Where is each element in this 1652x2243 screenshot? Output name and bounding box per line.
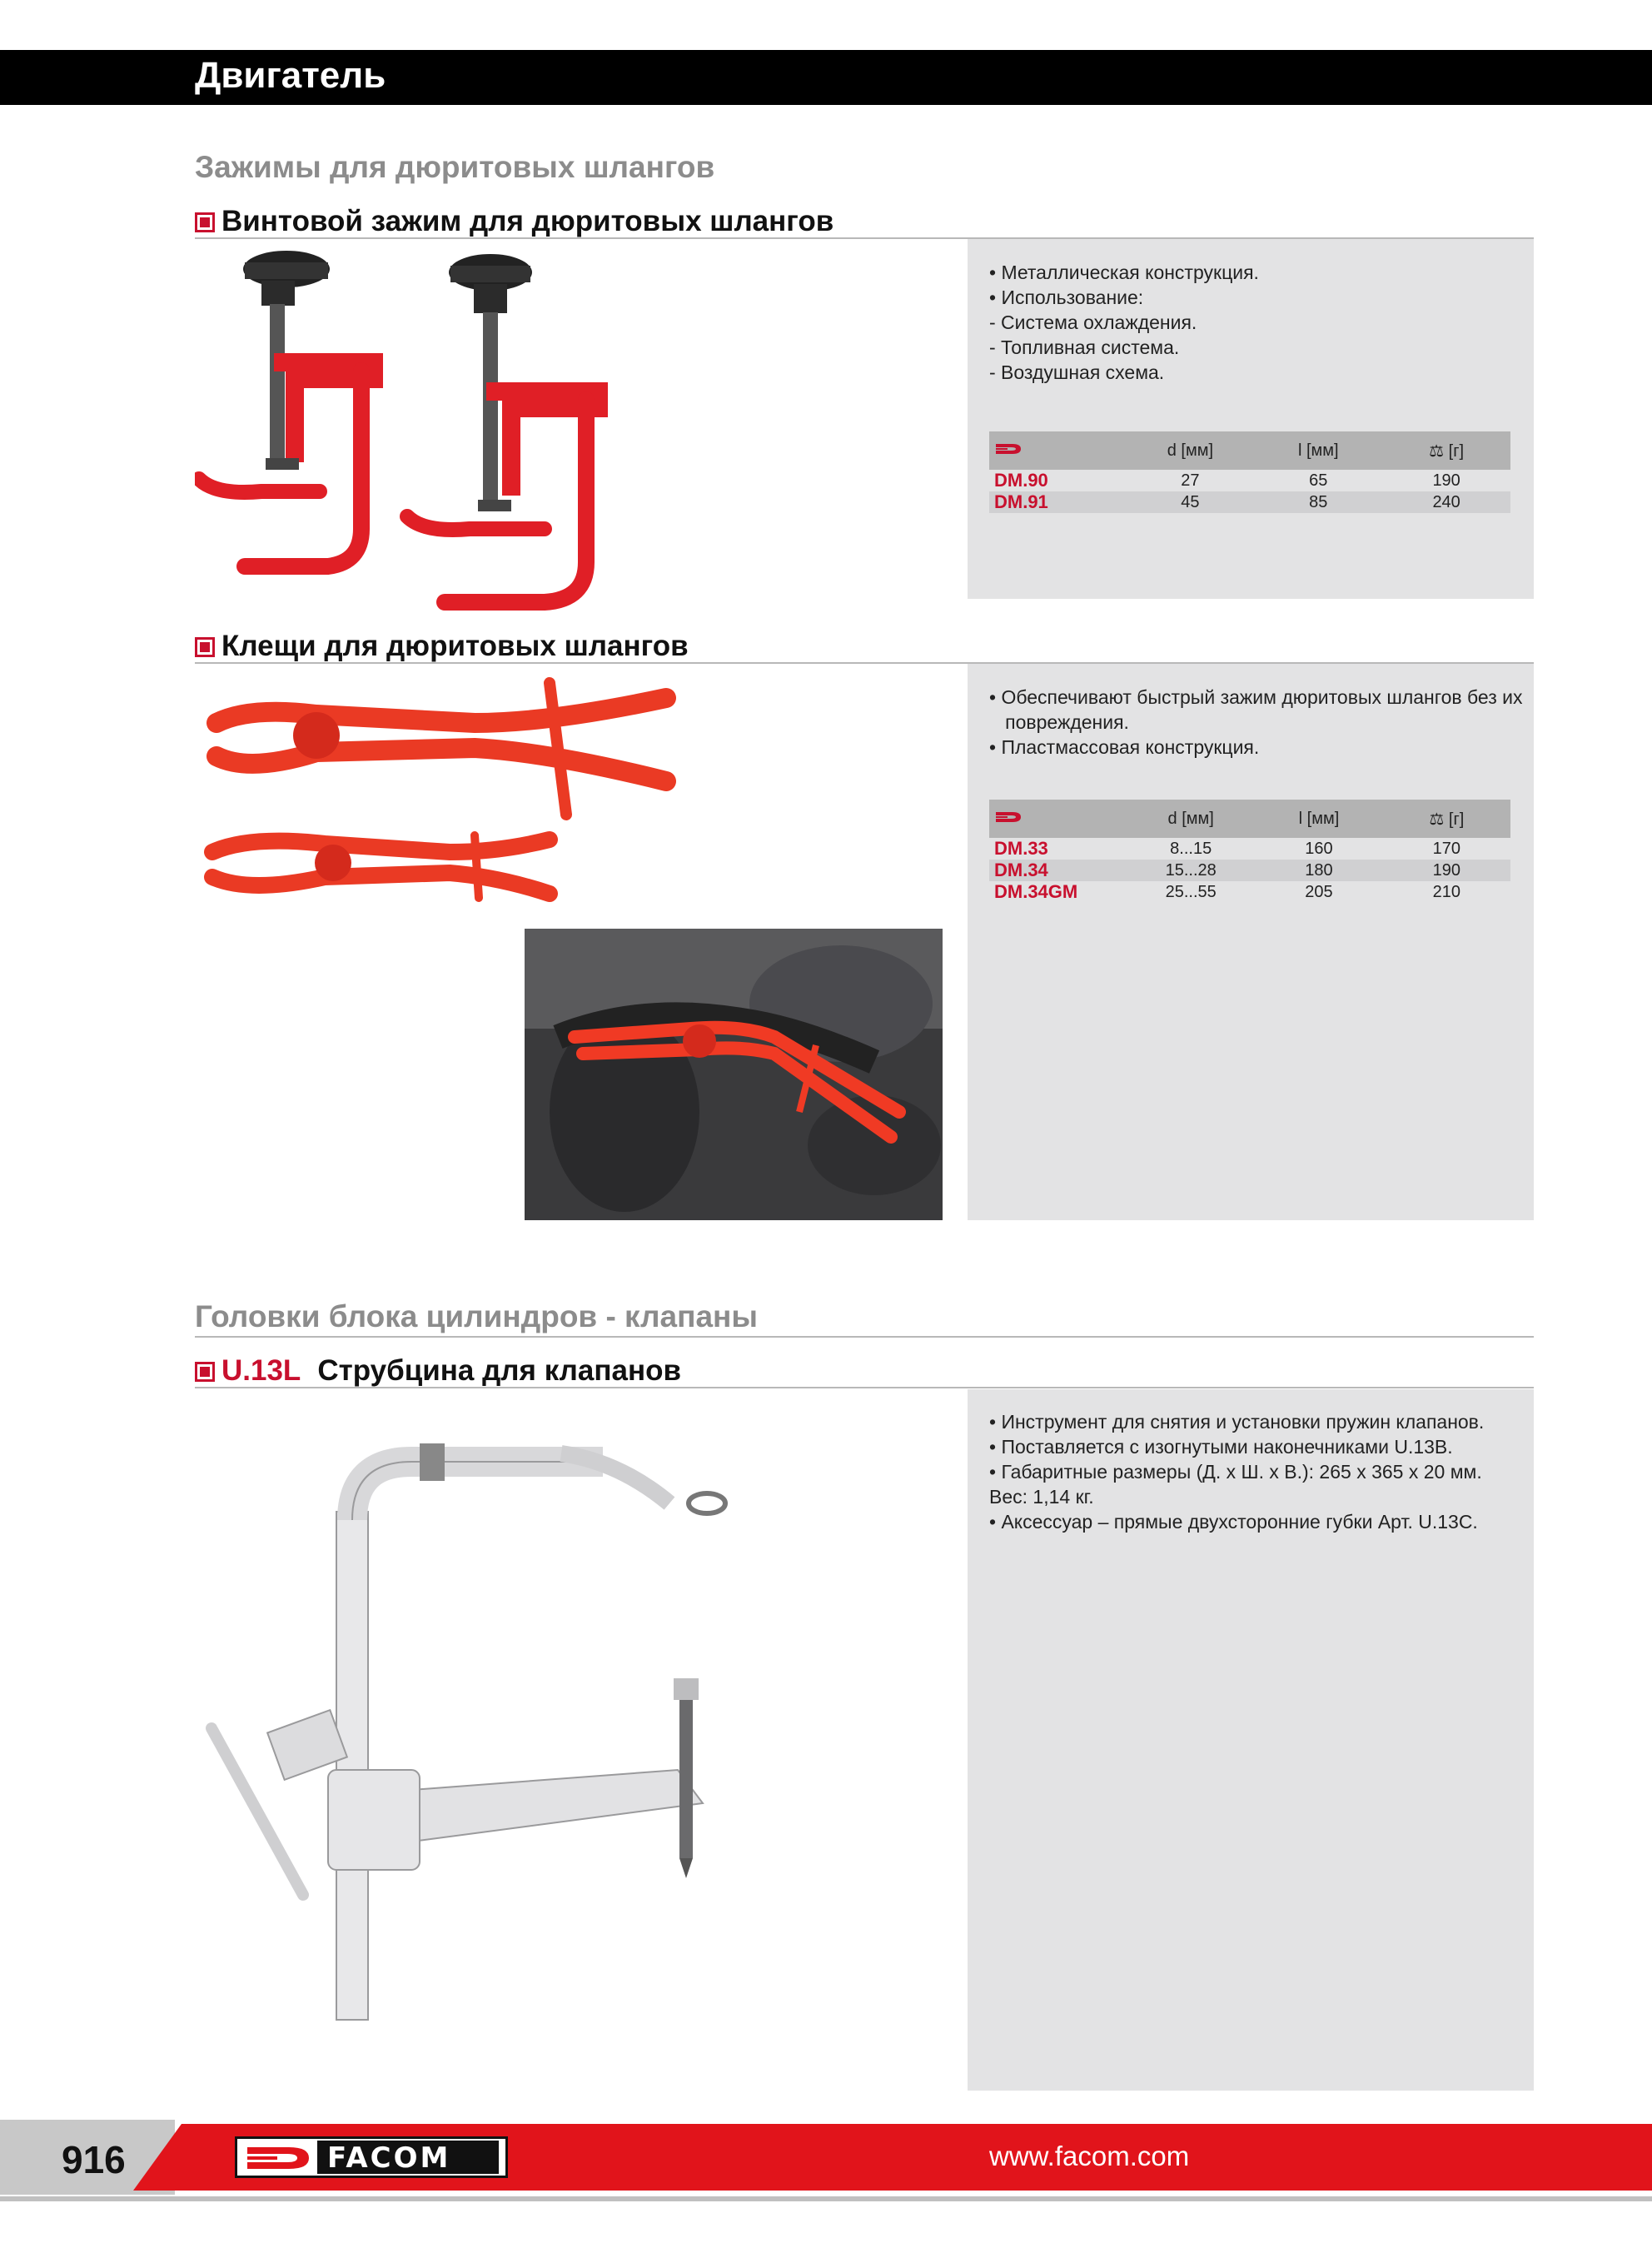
- feature-list: [989, 260, 1259, 385]
- cell-d: 15...28: [1127, 860, 1255, 881]
- column-header-weight: ⚖ [г]: [1382, 431, 1510, 470]
- page-number: 916: [62, 2138, 126, 2181]
- column-header-l: l [мм]: [1255, 800, 1382, 838]
- feature-item: - Топливная система.: [989, 336, 1180, 358]
- screw-hose-clamp-image: [195, 246, 644, 621]
- feature-list: [989, 1409, 1484, 1534]
- section-title-cylinder-heads: Головки блока цилиндров - клапаны: [195, 1299, 758, 1333]
- chapter-header-bar: [0, 50, 1652, 105]
- hose-pliers-image: [200, 673, 683, 923]
- cell-l: 205: [1305, 882, 1333, 901]
- cell-d: 45: [1126, 491, 1254, 513]
- feature-item: - Система охлаждения.: [989, 312, 1197, 333]
- table-row: [989, 491, 1510, 513]
- chapter-title: Двигатель: [195, 55, 386, 96]
- product-title: Клещи для дюритовых шлангов: [221, 630, 689, 662]
- feature-item: • Пластмассовая конструкция.: [989, 736, 1260, 758]
- spec-table: [989, 431, 1510, 513]
- product-heading-hose-pliers: [195, 630, 689, 663]
- cell-l: 65: [1309, 471, 1328, 490]
- facom-logo-icon: [246, 2146, 312, 2171]
- column-header-d: d [мм]: [1127, 800, 1255, 838]
- feature-item: • Поставляется с изогнутыми наконечниками U.13B.: [989, 1436, 1453, 1458]
- footer-line: [0, 2196, 1652, 2201]
- feature-item: • Инструмент для снятия и установки пружин клапанов.: [989, 1411, 1485, 1433]
- valve-spring-compressor-image: [195, 1412, 761, 2061]
- product-code: DM.33: [994, 838, 1048, 859]
- divider: [195, 1387, 1534, 1388]
- product-code: DM.90: [994, 470, 1048, 491]
- feature-item: • Использование:: [989, 287, 1144, 308]
- table-row: [989, 860, 1510, 881]
- cell-d: 25...55: [1165, 882, 1217, 901]
- cell-weight: 170: [1432, 839, 1461, 858]
- red-square-bullet-icon: [195, 1362, 215, 1382]
- column-header-d: d [мм]: [1126, 431, 1254, 470]
- product-code: U.13L: [221, 1354, 301, 1387]
- product-heading-valve-clamp: [195, 1354, 681, 1388]
- cell-d: 27: [1181, 471, 1200, 490]
- product-title: Струбцина для клапанов: [317, 1354, 681, 1387]
- product-code: DM.34: [989, 860, 1127, 881]
- column-header-weight: ⚖ [г]: [1383, 800, 1510, 838]
- cell-weight: 240: [1382, 491, 1510, 513]
- facom-wordmark: FACOM: [327, 2141, 451, 2175]
- section-title-hose-clamps: Зажимы для дюритовых шлангов: [195, 150, 715, 184]
- table-row: [989, 881, 1510, 903]
- feature-item: • Аксессуар – прямые двухсторонние губки Арт. U.13C.: [989, 1511, 1478, 1533]
- facom-logo: [235, 2136, 508, 2178]
- pliers-in-use-photo: [525, 929, 943, 1220]
- cell-l: 160: [1305, 839, 1333, 858]
- facom-reference-icon: [989, 431, 1126, 470]
- feature-item: • Габаритные размеры (Д. х Ш. х В.): 265 х 365 х 20 мм.: [989, 1461, 1482, 1483]
- spec-table: [989, 800, 1510, 903]
- weight-scale-icon: ⚖: [1429, 810, 1445, 829]
- facom-wordmark-bg: [317, 2141, 499, 2174]
- cell-weight: 190: [1432, 471, 1460, 490]
- column-header-l: l [мм]: [1254, 431, 1382, 470]
- product-title: Винтовой зажим для дюритовых шлангов: [221, 205, 834, 237]
- feature-item: • Обеспечивают быстрый зажим дюритовых шлангов без их: [989, 686, 1523, 708]
- red-square-bullet-icon: [195, 637, 215, 657]
- cell-weight: 210: [1432, 882, 1461, 901]
- divider: [195, 1336, 1534, 1338]
- feature-item: повреждения.: [989, 711, 1129, 733]
- cell-l: 85: [1254, 491, 1382, 513]
- cell-d: 8...15: [1170, 839, 1212, 858]
- red-square-bullet-icon: [195, 212, 215, 232]
- product-code: DM.34GM: [994, 881, 1078, 902]
- footer-url-link[interactable]: www.facom.com: [989, 2141, 1190, 2171]
- facom-reference-icon: [989, 800, 1127, 838]
- weight-scale-icon: ⚖: [1429, 441, 1445, 461]
- cell-l: 180: [1255, 860, 1382, 881]
- feature-item: - Воздушная схема.: [989, 361, 1165, 383]
- feature-item: • Металлическая конструкция.: [989, 262, 1259, 283]
- feature-list: [989, 685, 1523, 760]
- table-row: [989, 470, 1510, 491]
- table-row: [989, 838, 1510, 860]
- feature-item: Вес: 1,14 кг.: [989, 1486, 1094, 1508]
- product-code: DM.91: [989, 491, 1126, 513]
- cell-weight: 190: [1383, 860, 1510, 881]
- product-heading-screw-clamp: [195, 205, 833, 238]
